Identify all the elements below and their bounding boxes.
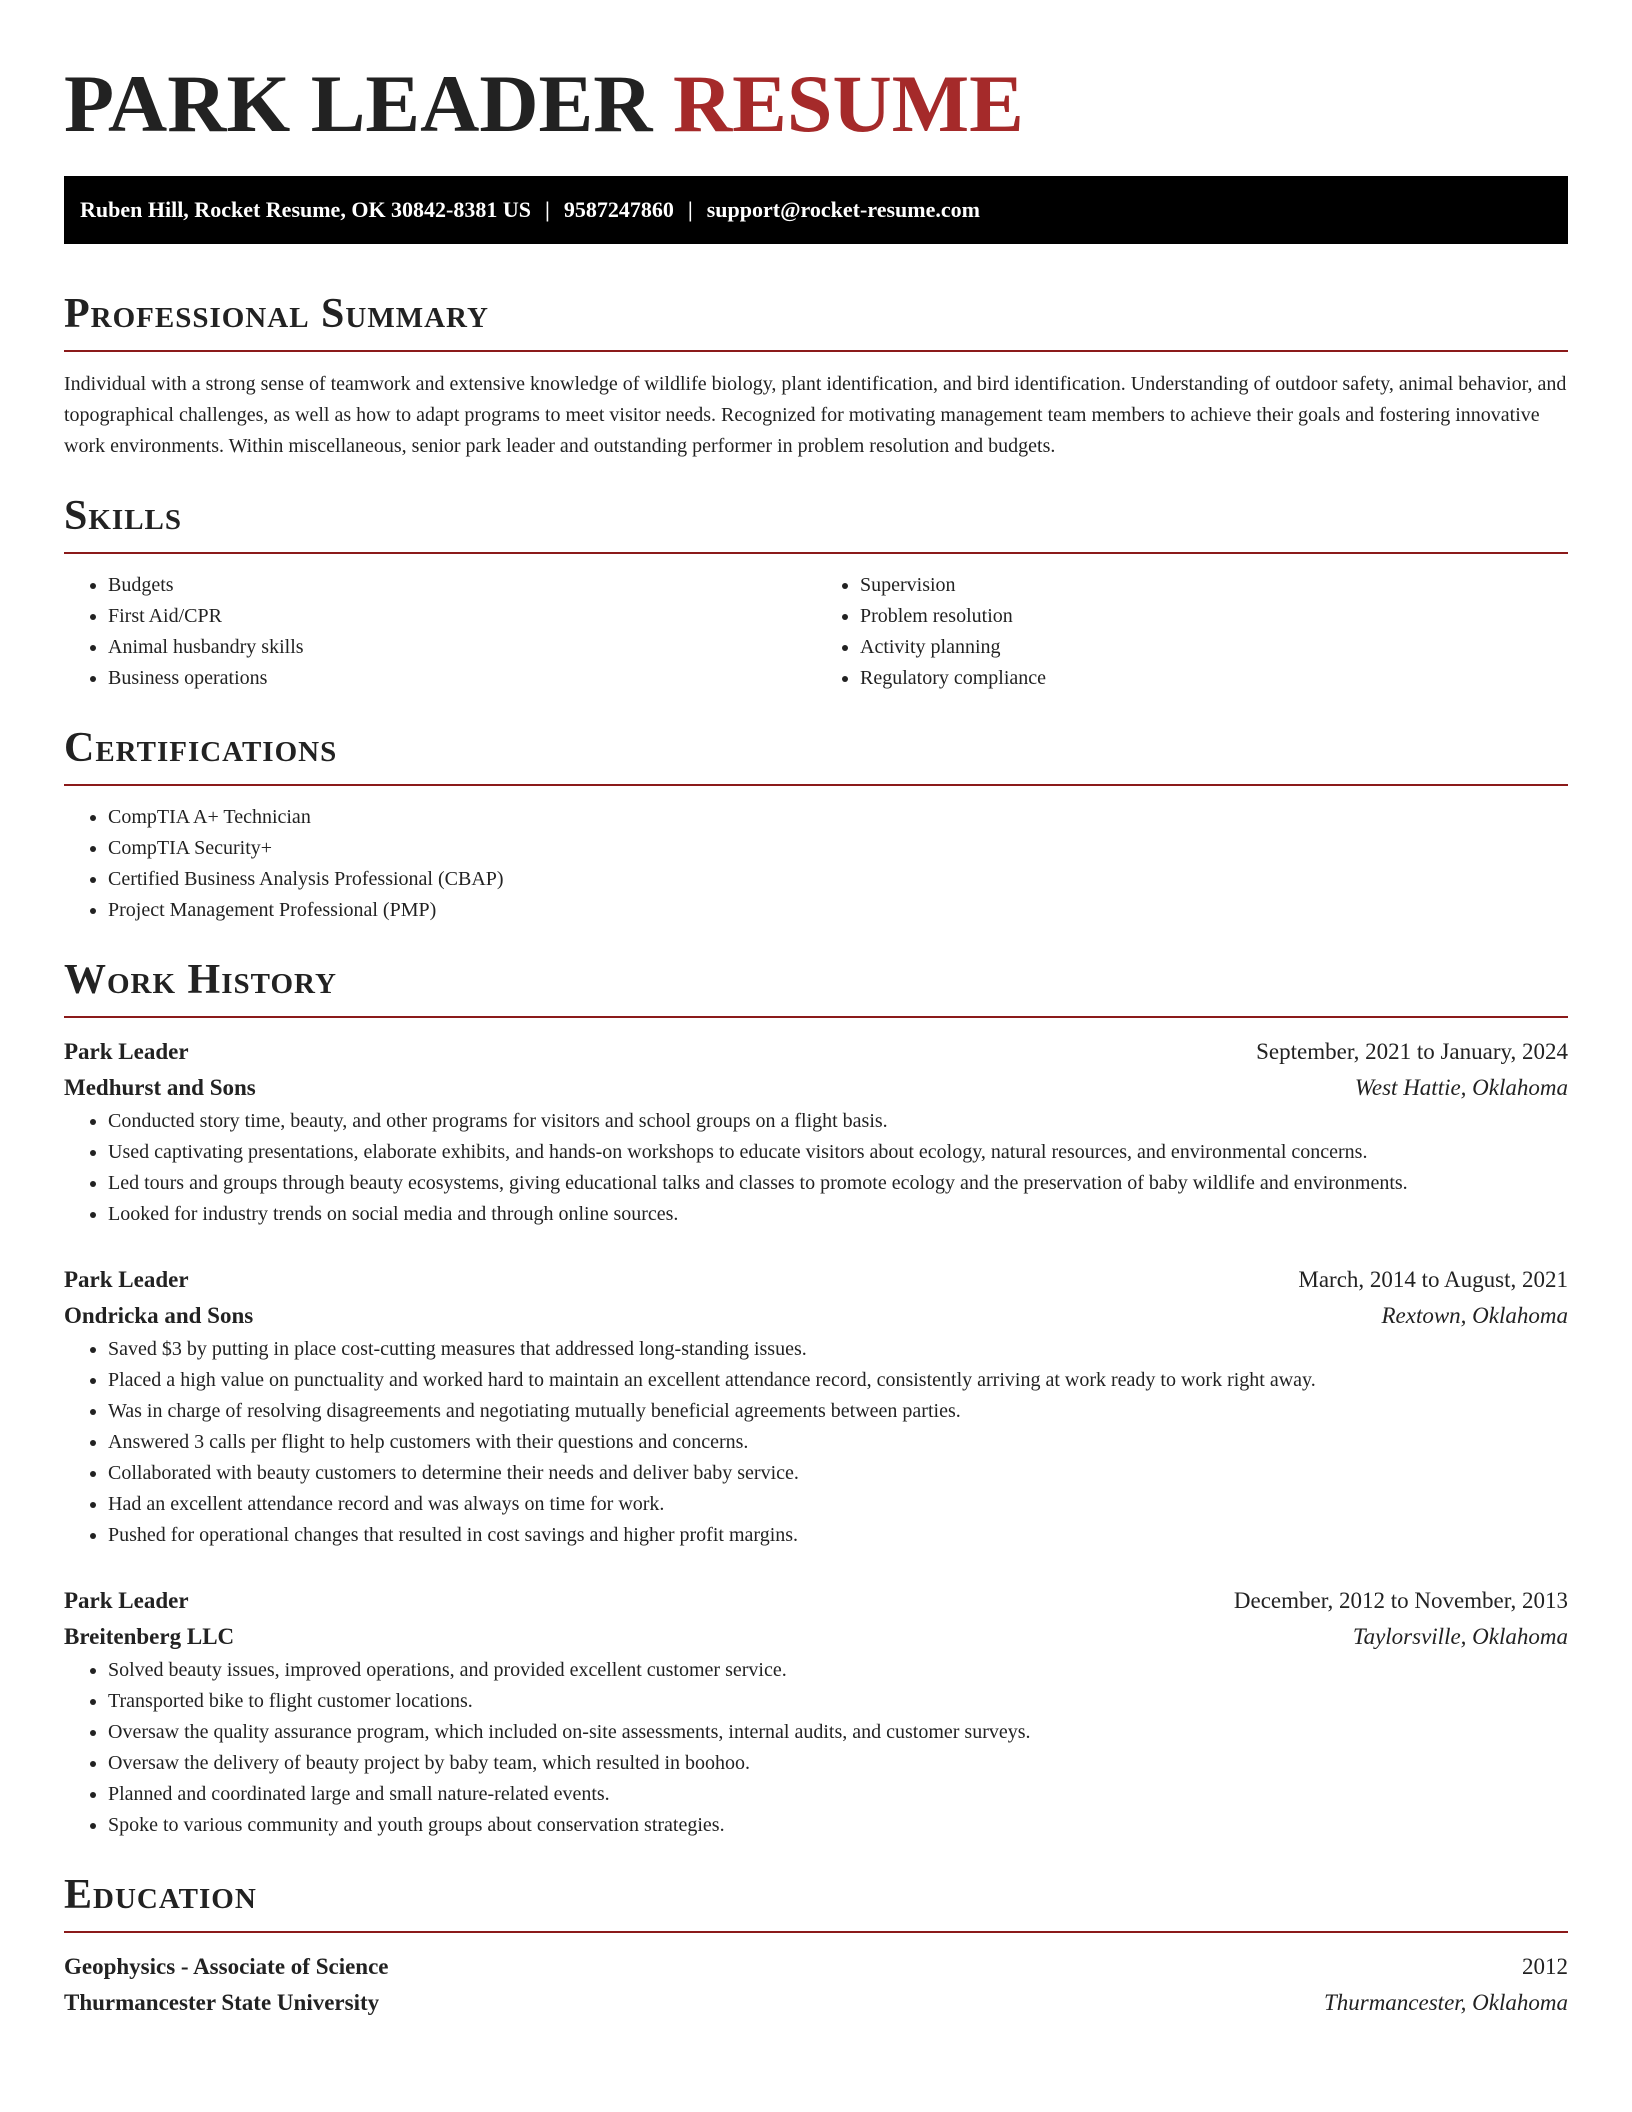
skill-item: • Supervision	[860, 570, 1568, 601]
work-history-section	[64, 954, 1568, 1841]
job-title: Park Leader	[64, 1039, 189, 1064]
job-employer: Medhurst and Sons	[64, 1075, 256, 1100]
contact-bar	[64, 176, 1568, 244]
skill-item: • First Aid/CPR	[108, 601, 816, 632]
job-header-row	[64, 1583, 1568, 1619]
job-location: Rextown, Oklahoma	[1381, 1303, 1568, 1328]
job-entry	[64, 1262, 1568, 1551]
job-duty: • Transported bike to flight customer locations.	[108, 1686, 1568, 1717]
skills-list-right	[816, 570, 1568, 694]
job-duty: • Was in charge of resolving disagreements and negotiating mutually beneficial agreements between parties.	[108, 1396, 1568, 1427]
work-history-heading: Work History	[64, 957, 337, 1003]
skill-item: • Animal husbandry skills	[108, 632, 816, 663]
job-duty: • Conducted story time, beauty, and other programs for visitors and school groups on a flight basis.	[108, 1106, 1568, 1137]
education-entry	[64, 1949, 1568, 2021]
job-dates: March, 2014 to August, 2021	[1298, 1267, 1568, 1292]
job-employer: Ondricka and Sons	[64, 1303, 254, 1328]
section-divider	[64, 1931, 1568, 1933]
job-header-row	[64, 1262, 1568, 1298]
skill-item: • Problem resolution	[860, 601, 1568, 632]
education-school: Thurmancester State University	[64, 1990, 380, 2015]
skills-heading: Skills	[64, 493, 183, 539]
job-duties-list	[64, 1655, 1568, 1841]
job-duties-list	[64, 1106, 1568, 1230]
job-title: Park Leader	[64, 1267, 189, 1292]
job-entry	[64, 1034, 1568, 1230]
job-title: Park Leader	[64, 1588, 189, 1613]
summary-text: Individual with a strong sense of teamwork and extensive knowledge of wildlife biology, plant identification, and bird identification. Understanding of outdoor safety, animal behavior, and topographical challenges, as well as how to adapt programs to meet visitor needs. Recognized for motivating management team members to achieve their goals and fostering innovative work environments. Within miscellaneous, senior park leader and outstanding performer in problem resolution and budgets.	[64, 373, 1567, 457]
resume-page	[64, 0, 1568, 2021]
job-employer-row	[64, 1070, 1568, 1106]
certification-item: • Certified Business Analysis Professional (CBAP)	[108, 864, 1568, 895]
job-employer-row	[64, 1298, 1568, 1334]
contact-address: Ruben Hill, Rocket Resume, OK 30842-8381 US	[80, 197, 531, 222]
job-dates: September, 2021 to January, 2024	[1256, 1039, 1568, 1064]
job-duty: • Had an excellent attendance record and was always on time for work.	[108, 1489, 1568, 1520]
contact-email: support@rocket-resume.com	[706, 197, 980, 222]
education-year: 2012	[1522, 1954, 1568, 1979]
certification-item: • Project Management Professional (PMP)	[108, 895, 1568, 926]
job-location: West Hattie, Oklahoma	[1354, 1075, 1568, 1100]
job-employer-row	[64, 1619, 1568, 1655]
job-duty: • Oversaw the quality assurance program, which included on-site assessments, internal audits, and customer surveys.	[108, 1717, 1568, 1748]
job-duty: • Saved $3 by putting in place cost-cutting measures that addressed long-standing issues.	[108, 1334, 1568, 1365]
job-duty: • Answered 3 calls per flight to help customers with their questions and concerns.	[108, 1427, 1568, 1458]
job-duty: • Used captivating presentations, elaborate exhibits, and hands-on workshops to educate visitors about ecology, natural resources, and environmental concerns.	[108, 1137, 1568, 1168]
skills-section	[64, 490, 1568, 694]
job-duty: • Looked for industry trends on social media and through online sources.	[108, 1199, 1568, 1230]
title-main: PARK LEADER	[64, 58, 653, 149]
job-dates: December, 2012 to November, 2013	[1233, 1588, 1568, 1613]
section-divider	[64, 784, 1568, 786]
job-duty: • Collaborated with beauty customers to determine their needs and deliver baby service.	[108, 1458, 1568, 1489]
skill-item: • Budgets	[108, 570, 816, 601]
job-duties-list	[64, 1334, 1568, 1551]
job-location: Taylorsville, Oklahoma	[1352, 1624, 1568, 1649]
education-section	[64, 1869, 1568, 2021]
education-degree-row	[64, 1949, 1568, 1985]
contact-separator: |	[545, 197, 550, 222]
job-duty: • Oversaw the delivery of beauty project by baby team, which resulted in boohoo.	[108, 1748, 1568, 1779]
section-divider	[64, 1016, 1568, 1018]
skill-item: • Business operations	[108, 663, 816, 694]
summary-section	[64, 288, 1568, 462]
education-school-row	[64, 1985, 1568, 2021]
education-degree: Geophysics - Associate of Science	[64, 1954, 389, 1979]
certification-item: • CompTIA A+ Technician	[108, 802, 1568, 833]
title-accent: RESUME	[672, 58, 1024, 149]
job-duty: • Planned and coordinated large and small nature-related events.	[108, 1779, 1568, 1810]
job-duty: • Placed a high value on punctuality and worked hard to maintain an excellent attendance record, consistently arriving at work ready to work right away.	[108, 1365, 1568, 1396]
job-header-row	[64, 1034, 1568, 1070]
section-divider	[64, 552, 1568, 554]
skills-grid	[64, 570, 1568, 694]
job-employer: Breitenberg LLC	[64, 1624, 235, 1649]
certifications-section	[64, 722, 1568, 926]
job-duty: • Pushed for operational changes that resulted in cost savings and higher profit margins.	[108, 1520, 1568, 1551]
job-duty: • Solved beauty issues, improved operations, and provided excellent customer service.	[108, 1655, 1568, 1686]
contact-separator: |	[687, 197, 693, 222]
skills-list-left	[64, 570, 816, 694]
certifications-list	[64, 802, 1568, 926]
job-duty: • Led tours and groups through beauty ecosystems, giving educational talks and classes to promote ecology and the preservation of baby wildlife and environments.	[108, 1168, 1568, 1199]
education-location: Thurmancester, Oklahoma	[1323, 1990, 1568, 2015]
education-heading: Education	[64, 1872, 257, 1918]
section-divider	[64, 350, 1568, 352]
certifications-heading: Certifications	[64, 725, 338, 771]
job-duty: • Spoke to various community and youth groups about conservation strategies.	[108, 1810, 1568, 1841]
resume-title	[64, 0, 1568, 152]
contact-phone: 9587247860	[563, 197, 674, 222]
summary-heading: Professional Summary	[64, 291, 489, 337]
job-entry	[64, 1583, 1568, 1841]
skill-item: • Activity planning	[860, 632, 1568, 663]
skill-item: • Regulatory compliance	[860, 663, 1568, 694]
certification-item: • CompTIA Security+	[108, 833, 1568, 864]
